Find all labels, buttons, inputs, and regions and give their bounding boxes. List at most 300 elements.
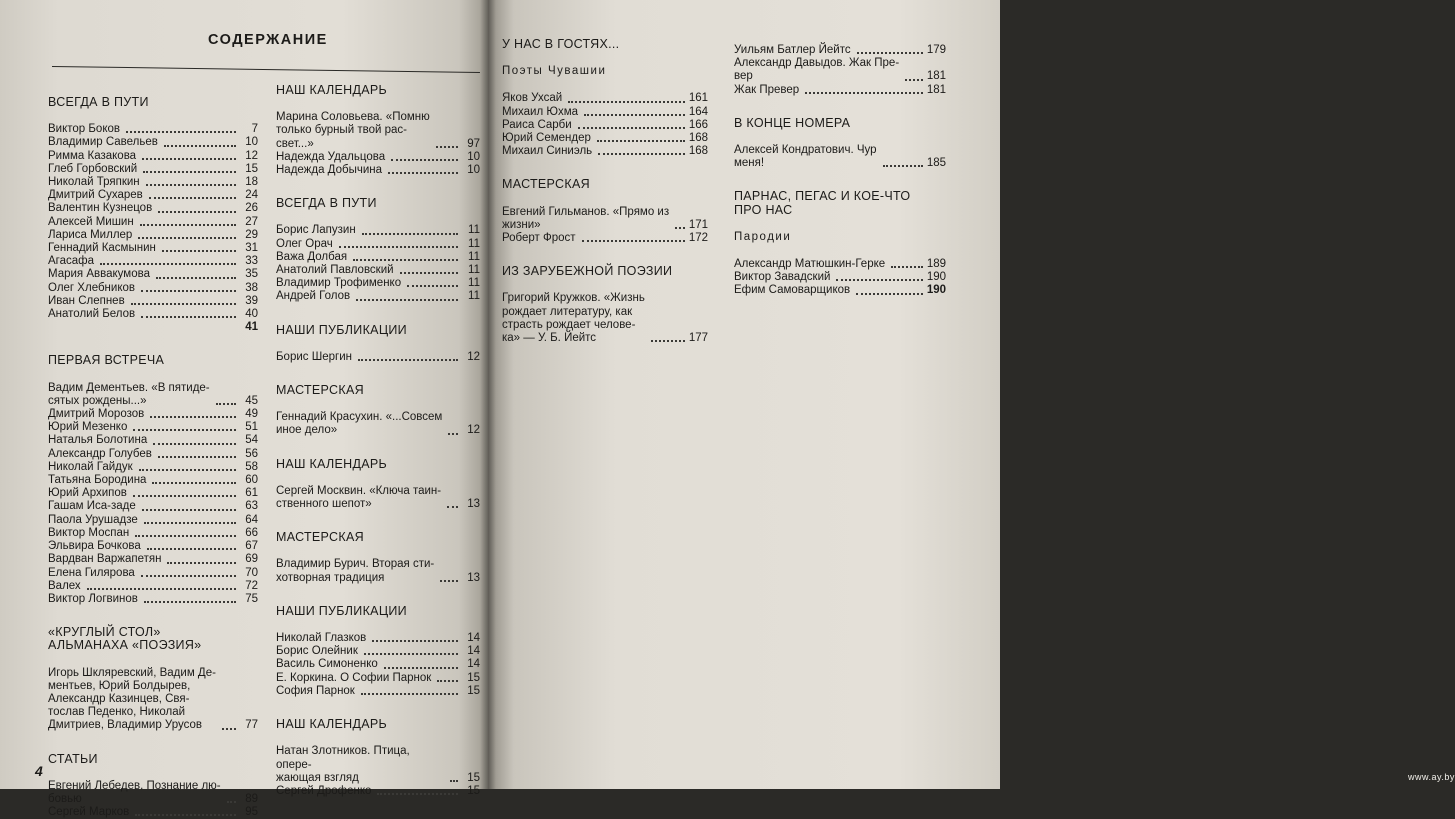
toc-entry — [48, 136, 258, 149]
entry-name: Ефим Самоварщиков — [734, 284, 851, 297]
entry-name: Глеб Горбовский — [48, 162, 138, 175]
dot-leader — [440, 580, 458, 582]
page-number: 15 — [467, 784, 480, 797]
dot-leader — [353, 259, 458, 261]
page-number: 60 — [245, 474, 258, 487]
spacer — [502, 245, 708, 265]
spacer — [276, 401, 480, 411]
page-number: 15 — [467, 771, 480, 784]
spacer — [734, 248, 946, 258]
toc-entry — [734, 84, 946, 97]
toc-entry — [276, 672, 480, 685]
dot-leader — [362, 233, 458, 235]
section-heading: НАШ КАЛЕНДАРЬ — [276, 717, 387, 732]
section-heading: «КРУГЛЫЙ СТОЛ» АЛЬМАНАХА «ПОЭЗИЯ» — [48, 625, 202, 653]
column-4 — [734, 44, 946, 298]
entry-name: Игорь Шкляревский, Вадим Де- ментьев, Юрий Болдырев, Александр Казинцев, Свя- тослав Педенко, Николай Дмитриев, Владимир Урусов — [48, 666, 216, 732]
toc-entry — [48, 282, 258, 295]
entry-name: Александр Матюшкин-Герке — [734, 258, 886, 271]
page-number: 14 — [467, 632, 480, 645]
dot-leader — [891, 266, 923, 268]
toc-entry — [48, 780, 258, 806]
dot-leader — [87, 588, 236, 590]
dot-leader — [141, 316, 236, 318]
toc-entry — [48, 216, 258, 229]
dot-leader — [597, 140, 685, 142]
toc-entry — [502, 292, 708, 345]
dot-leader — [568, 101, 685, 103]
entry-name: Татьяна Бородина — [48, 474, 147, 487]
page-number: 18 — [245, 176, 258, 189]
dot-leader — [651, 340, 685, 342]
dot-leader — [377, 793, 458, 795]
entry-name: Дмитрий Морозов — [48, 408, 145, 421]
toc-entry — [502, 92, 708, 105]
page-number: 11 — [468, 237, 480, 250]
page-number: 56 — [245, 447, 258, 460]
page-number: 12 — [467, 350, 480, 363]
subsection-heading: Пародии — [734, 230, 792, 243]
entry-name: Виктор Завадский — [734, 271, 831, 284]
entry-name: Александр Голубев — [48, 447, 152, 460]
section-heading: ВСЕГДА В ПУТИ — [48, 95, 149, 109]
toc-entry — [734, 258, 946, 271]
toc-entry — [48, 308, 258, 321]
watermark: www.ay.by — [1408, 772, 1455, 782]
dot-leader — [222, 728, 236, 730]
page-number: 166 — [688, 118, 708, 131]
section-heading: МАСТЕРСКАЯ — [502, 177, 590, 192]
toc-entry — [276, 264, 480, 277]
page-number: 58 — [245, 460, 258, 473]
dot-leader — [388, 172, 458, 174]
toc-entry — [48, 553, 258, 566]
dot-leader — [582, 240, 685, 242]
dot-leader — [147, 548, 236, 550]
page-number: 24 — [245, 189, 258, 202]
entry-name: Гашам Иса-заде — [48, 500, 136, 513]
entry-name: Сергей Марков — [48, 806, 130, 819]
toc-entry — [734, 57, 946, 83]
toc-entry — [48, 268, 258, 281]
dot-leader — [436, 146, 458, 148]
page-number: 15 — [467, 684, 480, 697]
page-number: 38 — [245, 281, 258, 294]
dot-leader — [356, 299, 458, 301]
spacer — [734, 221, 946, 231]
spacer — [734, 170, 946, 190]
page-number: 41 — [245, 321, 258, 334]
entry-name: Алексей Мишин — [48, 215, 134, 228]
entry-name: Юрий Мезенко — [48, 421, 128, 434]
page-number: 189 — [926, 258, 946, 271]
dot-leader — [578, 127, 685, 129]
column-3 — [502, 38, 708, 345]
entry-name: Олег Орач — [276, 237, 333, 250]
spacer — [276, 622, 480, 632]
page-number: 177 — [688, 332, 708, 345]
spacer — [276, 304, 480, 324]
page-number: 171 — [688, 218, 708, 231]
toc-entry — [502, 132, 708, 145]
spacer — [276, 735, 480, 745]
dot-leader — [447, 506, 458, 508]
entry-name: Василь Симоненко — [276, 658, 378, 671]
toc-entry — [48, 487, 258, 500]
page-number: 10 — [467, 150, 480, 163]
page-number: 63 — [245, 500, 258, 513]
toc-entry — [276, 224, 480, 237]
toc-entry — [48, 382, 258, 408]
dot-leader — [146, 184, 236, 186]
entry-name: Дмитрий Сухарев — [48, 189, 143, 202]
page-number: 26 — [245, 202, 258, 215]
page-number: 14 — [467, 645, 480, 658]
toc-entry — [48, 448, 258, 461]
entry-name: Паола Урушадзе — [48, 513, 138, 526]
page-number: 181 — [926, 70, 946, 83]
entry-name: Борис Лапузин — [276, 224, 356, 237]
page-number: 33 — [245, 255, 258, 268]
page-number: 164 — [688, 105, 708, 118]
section-heading: ВСЕГДА В ПУТИ — [276, 196, 377, 211]
toc-entry — [276, 658, 480, 671]
entry-name: Алексей Кондратович. Чур меня! — [734, 144, 877, 170]
entry-name: Андрей Голов — [276, 290, 351, 303]
page-number: 89 — [245, 792, 258, 805]
entry-name: Надежда Добычина — [276, 164, 382, 177]
page-title: СОДЕРЖАНИЕ — [208, 32, 328, 48]
entry-name: Геннадий Красухин. «...Совсем иное дело» — [276, 411, 443, 437]
section-heading: ИЗ ЗАРУБЕЖНОЙ ПОЭЗИИ — [502, 264, 673, 279]
dot-leader — [143, 171, 236, 173]
entry-name: Николай Гайдук — [48, 460, 133, 473]
dot-leader — [158, 211, 236, 213]
page-number: 54 — [245, 434, 258, 447]
toc-entry — [276, 351, 480, 364]
page-number: 190 — [926, 284, 946, 297]
section-heading: НАШИ ПУБЛИКАЦИИ — [276, 603, 407, 618]
toc-entry — [48, 580, 258, 593]
entry-name: Анатолий Белов — [48, 308, 136, 321]
entry-name: Михаил Синиэль — [502, 145, 593, 158]
entry-name: Валех — [48, 579, 81, 592]
section-heading: ПЕРВАЯ ВСТРЕЧА — [48, 353, 165, 368]
page-number: 77 — [245, 719, 258, 732]
section-heading: НАШ КАЛЕНДАРЬ — [276, 456, 387, 471]
section-heading: НАШ КАЛЕНДАРЬ — [276, 83, 387, 97]
page-number: 10 — [245, 136, 258, 149]
entry-name: Александр Давыдов. Жак Пре- вер — [734, 57, 900, 83]
page-number: 45 — [245, 394, 258, 407]
entry-name: Борис Олейник — [276, 645, 358, 658]
page-number: 97 — [467, 137, 480, 150]
title-rule — [52, 66, 480, 73]
toc-entry — [276, 151, 480, 164]
section-heading: У НАС В ГОСТЯХ... — [502, 37, 620, 51]
entry-name: Геннадий Касмынин — [48, 242, 156, 255]
entry-name: Владимир Савельев — [48, 136, 158, 149]
dot-leader — [149, 197, 236, 199]
section-heading: ПАРНАС, ПЕГАС И КОЕ-ЧТО ПРО НАС — [734, 189, 911, 217]
dot-leader — [135, 814, 236, 816]
entry-name: Натан Злотников. Птица, опере- жающая взгляд — [276, 745, 410, 784]
toc-entry — [48, 461, 258, 474]
entry-name: Владимир Бурич. Вторая сти- хотворная традиция — [276, 558, 435, 584]
dot-leader — [384, 667, 458, 669]
dot-leader — [905, 79, 923, 81]
toc-entry — [276, 485, 480, 511]
section-heading: В КОНЦЕ НОМЕРА — [734, 115, 851, 130]
column-1 — [48, 96, 258, 819]
dot-leader — [805, 92, 923, 94]
page-number: 12 — [245, 149, 258, 162]
dot-leader — [133, 495, 236, 497]
subsection-heading: Поэты Чувашии — [502, 65, 607, 78]
spacer — [276, 585, 480, 605]
dot-leader — [227, 801, 236, 803]
dot-leader — [584, 114, 685, 116]
toc-entry — [48, 321, 258, 334]
dot-leader — [364, 653, 458, 655]
page-number: 70 — [245, 566, 258, 579]
toc-entry — [734, 284, 946, 297]
entry-name: Евгений Лебедев. Познание лю- бовью — [48, 779, 221, 805]
page-number: 31 — [245, 242, 258, 255]
entry-name: Николай Глазков — [276, 632, 367, 645]
dot-leader — [135, 535, 236, 537]
spacer — [48, 334, 258, 354]
toc-entry — [734, 144, 946, 170]
entry-name: Надежда Удальцова — [276, 150, 386, 163]
section-heading: МАСТЕРСКАЯ — [276, 383, 364, 398]
page-number: 11 — [468, 224, 480, 237]
dot-leader — [133, 429, 236, 431]
toc-entry — [502, 206, 708, 232]
dot-leader — [158, 456, 236, 458]
dot-leader — [152, 482, 236, 484]
page-number: 69 — [245, 553, 258, 566]
dot-leader — [407, 285, 458, 287]
spacer — [276, 548, 480, 558]
entry-name: Иван Слепнев — [48, 294, 125, 307]
toc-entry — [48, 527, 258, 540]
spacer — [276, 511, 480, 531]
page-number: 51 — [245, 421, 258, 434]
entry-name: Михаил Юхма — [502, 105, 579, 118]
spacer — [502, 282, 708, 292]
entry-name: Вардван Варжапетян — [48, 553, 162, 566]
page-number: 72 — [245, 579, 258, 592]
entry-name: Юрий Архипов — [48, 487, 127, 500]
page-number: 15 — [467, 671, 480, 684]
spacer — [276, 364, 480, 384]
toc-entry — [276, 164, 480, 177]
entry-name: Сергей Москвин. «Ключа таин- ственного шепот» — [276, 484, 442, 511]
spacer — [502, 158, 708, 178]
toc-entry — [734, 271, 946, 284]
toc-entry — [48, 667, 258, 733]
dot-leader — [144, 522, 236, 524]
toc-entry — [276, 645, 480, 658]
page-number: 49 — [245, 408, 258, 421]
spacer — [502, 196, 708, 206]
dot-leader — [675, 227, 685, 229]
toc-entry — [276, 277, 480, 290]
dot-leader — [139, 469, 236, 471]
entry-name: Валентин Кузнецов — [48, 202, 153, 215]
entry-name: Евгений Гильманов. «Прямо из жизни» — [502, 205, 670, 231]
spacer — [276, 341, 480, 351]
toc-entry — [48, 176, 258, 189]
page-number: 10 — [467, 164, 480, 177]
entry-name: Виктор Моспан — [48, 526, 130, 539]
entry-name: Римма Казакова — [48, 149, 137, 162]
spacer — [276, 475, 480, 485]
dot-leader — [361, 693, 458, 695]
dot-leader — [142, 509, 236, 511]
dot-leader — [216, 403, 236, 405]
toc-entry — [502, 145, 708, 158]
toc-entry — [48, 474, 258, 487]
toc-entry — [48, 593, 258, 606]
spacer — [276, 101, 480, 111]
spacer — [48, 770, 258, 780]
page-number: 66 — [245, 526, 258, 539]
toc-entry — [276, 251, 480, 264]
page-number: 67 — [245, 540, 258, 553]
section-heading: МАСТЕРСКАЯ — [276, 530, 364, 545]
entry-name: Лариса Миллер — [48, 228, 133, 241]
spacer — [48, 372, 258, 382]
toc-entry — [48, 421, 258, 434]
page-number: 168 — [688, 132, 708, 145]
left-page — [0, 0, 488, 819]
spacer — [502, 82, 708, 92]
toc-entry — [48, 295, 258, 308]
toc-entry — [276, 685, 480, 698]
toc-entry — [502, 106, 708, 119]
entry-name: Важа Долбая — [276, 250, 348, 263]
page-number: 185 — [926, 157, 946, 170]
dot-leader — [857, 52, 923, 54]
spacer — [276, 698, 480, 718]
page-number: 181 — [926, 83, 946, 96]
entry-name: Яков Ухсай — [502, 92, 563, 105]
page-number: 168 — [688, 145, 708, 158]
page-number: 12 — [467, 424, 480, 437]
page-number: 172 — [688, 232, 708, 245]
toc-entry — [48, 202, 258, 215]
page-number: 11 — [468, 290, 480, 303]
dot-leader — [162, 250, 236, 252]
spacer — [734, 97, 946, 117]
toc-entry — [734, 44, 946, 57]
dot-leader — [142, 158, 236, 160]
dot-leader — [391, 159, 458, 161]
entry-name: Наталья Болотина — [48, 434, 148, 447]
section-heading: НАШИ ПУБЛИКАЦИИ — [276, 322, 407, 337]
dot-leader — [126, 131, 236, 133]
entry-name: Сергей Дрофенко — [276, 784, 372, 797]
right-page — [488, 0, 1455, 789]
toc-entry — [502, 232, 708, 245]
page-number: 7 — [251, 123, 258, 136]
spacer — [276, 438, 480, 458]
spacer — [502, 55, 708, 65]
dot-leader — [339, 246, 458, 248]
toc-entry — [276, 745, 480, 785]
entry-name: Вадим Дементьев. «В пятиде- сятых рождены...» — [48, 381, 210, 407]
page-number: 14 — [467, 658, 480, 671]
toc-entry — [276, 632, 480, 645]
page-folio: 4 — [35, 763, 43, 779]
toc-entry — [48, 434, 258, 447]
toc-entry — [48, 255, 258, 268]
dot-leader — [156, 277, 236, 279]
entry-name: Эльвира Бочкова — [48, 540, 141, 553]
entry-name: Юрий Семендер — [502, 132, 591, 145]
page-number: 11 — [468, 264, 480, 277]
dot-leader — [140, 224, 236, 226]
entry-name: Е. Коркина. О Софии Парнок — [276, 671, 432, 684]
spacer — [276, 177, 480, 197]
toc-entry — [48, 229, 258, 242]
toc-entry — [276, 558, 480, 584]
entry-name: Агасафа — [48, 255, 95, 268]
entry-name: Борис Шергин — [276, 350, 353, 363]
dot-leader — [141, 290, 236, 292]
page-number: 64 — [245, 513, 258, 526]
entry-name: Уильям Батлер Йейтс — [734, 44, 851, 56]
toc-entry — [48, 500, 258, 513]
page-number: 35 — [245, 268, 258, 281]
spacer — [48, 733, 258, 753]
entry-name: Владимир Трофименко — [276, 277, 402, 290]
toc-entry — [48, 163, 258, 176]
dot-leader — [167, 562, 236, 564]
dot-leader — [144, 601, 236, 603]
toc-entry — [502, 119, 708, 132]
toc-entry — [48, 150, 258, 163]
page-number: 13 — [467, 571, 480, 584]
dot-leader — [164, 145, 236, 147]
entry-name: Олег Хлебников — [48, 281, 135, 294]
page-number: 161 — [688, 92, 708, 105]
entry-name: Марина Соловьева. «Помню только бурный твой рас- свет...» — [276, 111, 430, 150]
toc-entry — [276, 290, 480, 303]
page-number: 179 — [926, 44, 946, 56]
toc-entry — [276, 785, 480, 798]
dot-leader — [856, 293, 923, 295]
dot-leader — [448, 433, 458, 435]
dot-leader — [100, 263, 236, 265]
entry-name: Григорий Кружков. «Жизнь рождает литературу, как страсть рождает челове- ка» — У. Б. Йейтс — [502, 292, 645, 345]
dot-leader — [598, 153, 685, 155]
entry-name: Виктор Боков — [48, 123, 120, 136]
page-number: 15 — [245, 162, 258, 175]
page-number: 75 — [245, 592, 258, 605]
toc-entry — [48, 806, 258, 819]
dot-leader — [437, 680, 458, 682]
dot-leader — [836, 279, 922, 281]
page-number: 13 — [467, 498, 480, 511]
entry-name: София Парнок — [276, 684, 355, 697]
dot-leader — [141, 575, 236, 577]
toc-entry — [48, 567, 258, 580]
spacer — [48, 113, 258, 123]
section-heading: СТАТЬИ — [48, 751, 98, 766]
